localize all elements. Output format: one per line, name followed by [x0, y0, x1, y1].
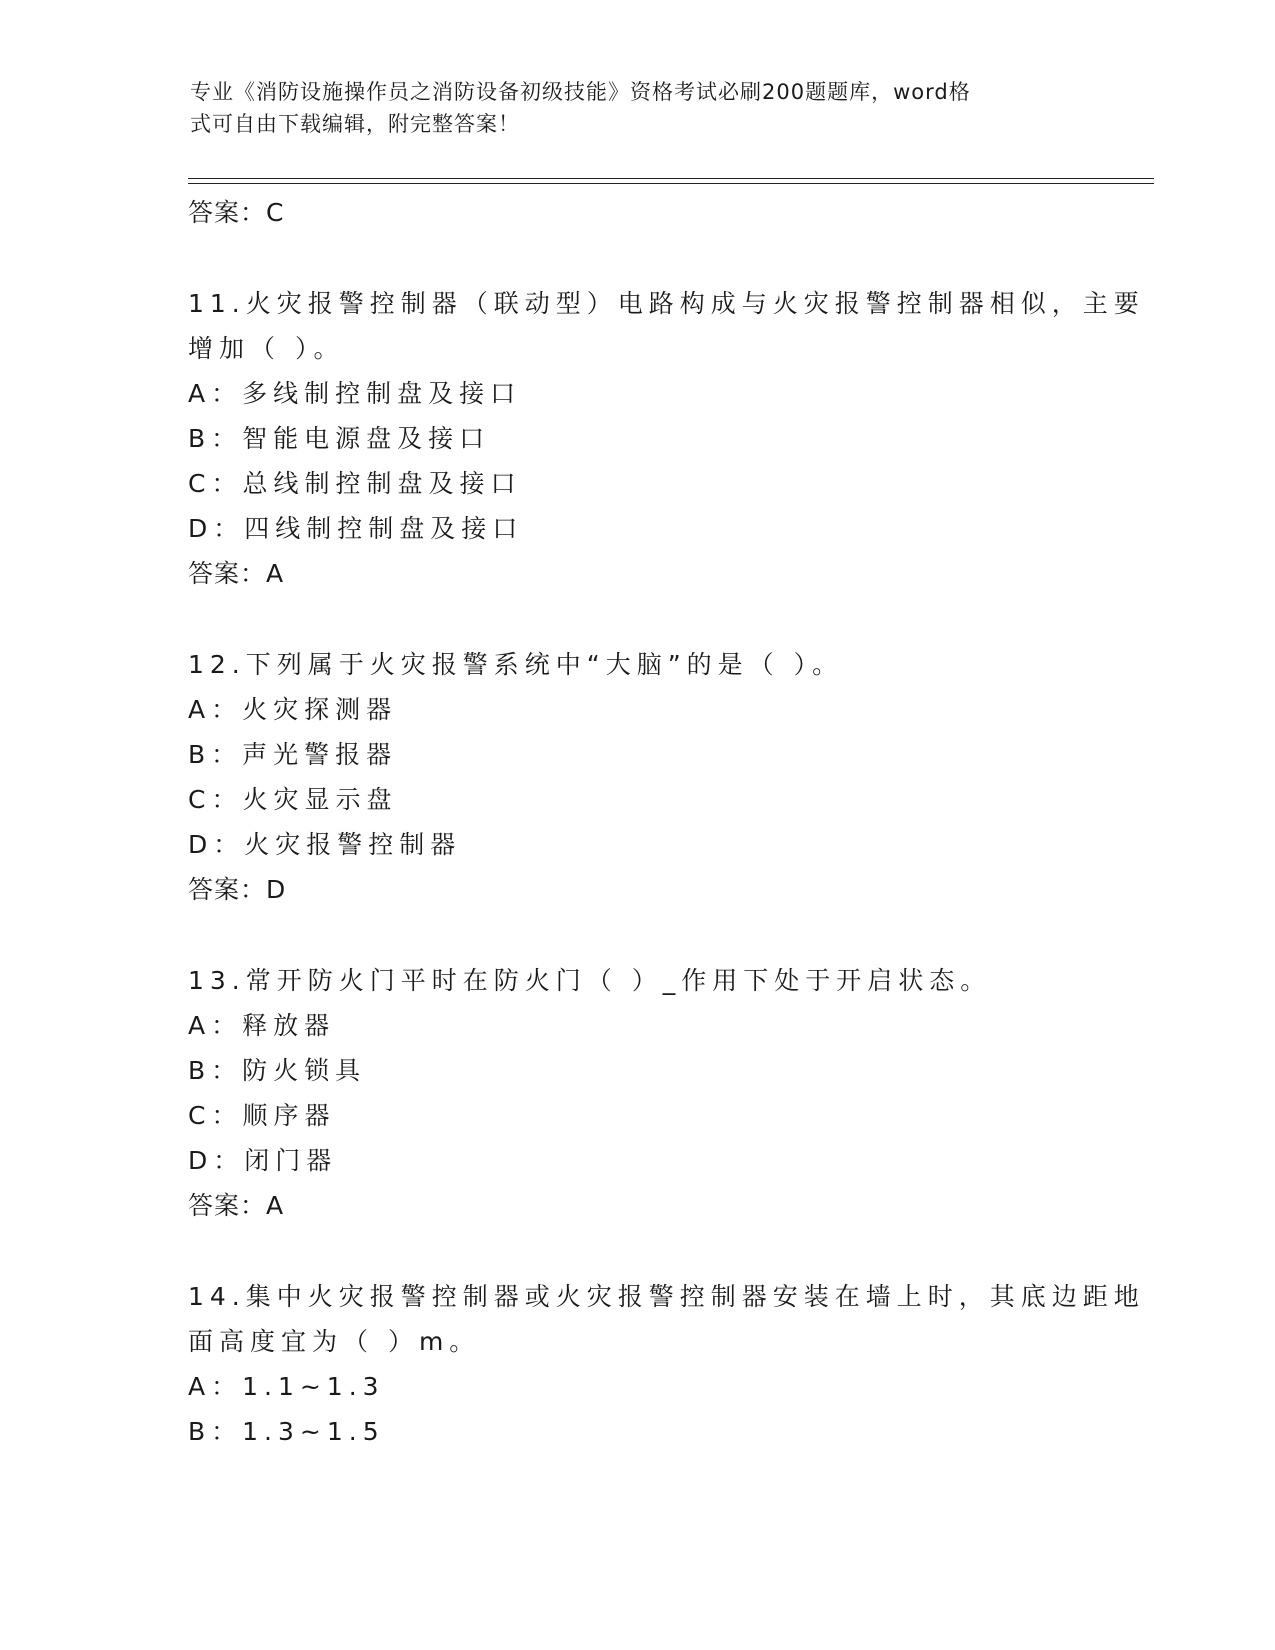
answer-line: 答案：C: [188, 198, 285, 227]
question-stem: 增加（ ）。: [188, 334, 345, 363]
answer-line: 答案：D: [188, 875, 287, 904]
answer-line: 答案：A: [188, 559, 285, 588]
option-d: D：闭门器: [188, 1146, 338, 1175]
question-stem: 11.火灾报警控制器（联动型）电路构成与火灾报警控制器相似，主要: [188, 289, 1145, 318]
question-14: [188, 1274, 1145, 1454]
header-divider-top: [188, 178, 1154, 179]
question-stem: 面高度宜为（ ）m。: [188, 1327, 481, 1356]
option-d: D：火灾报警控制器: [188, 830, 462, 859]
header-line-1: 专业《消防设施操作员之消防设备初级技能》资格考试必刷200题题库，word格: [190, 80, 971, 104]
header-line-2: 式可自由下载编辑，附完整答案！: [190, 112, 520, 136]
question-stem: 13.常开防火门平时在防火门（ ）_作用下处于开启状态。: [188, 966, 992, 995]
option-b: B：1.3~1.5: [188, 1417, 385, 1446]
question-11: [188, 281, 1145, 596]
option-c: C：顺序器: [188, 1101, 336, 1130]
option-d: D：四线制控制盘及接口: [188, 514, 524, 543]
option-b: B：声光警报器: [188, 740, 398, 769]
question-13: [188, 958, 1088, 1228]
question-stem: 14.集中火灾报警控制器或火灾报警控制器安装在墙上时，其底边距地: [188, 1282, 1145, 1311]
option-b: B：智能电源盘及接口: [188, 424, 491, 453]
option-c: C：火灾显示盘: [188, 785, 398, 814]
option-a: A：多线制控制盘及接口: [188, 379, 522, 408]
option-b: B：防火锁具: [188, 1056, 367, 1085]
option-a: A：释放器: [188, 1011, 336, 1040]
option-c: C：总线制控制盘及接口: [188, 469, 522, 498]
header-divider-bottom: [188, 183, 1154, 184]
option-a: A：1.1~1.3: [188, 1372, 385, 1401]
question-12: [188, 642, 1088, 912]
document-header: [190, 76, 1090, 140]
question-list: [188, 190, 1145, 1454]
answer-line: 答案：A: [188, 1191, 285, 1220]
option-a: A：火灾探测器: [188, 695, 398, 724]
question-stem: 12.下列属于火灾报警系统中“大脑”的是（ ）。: [188, 650, 844, 679]
